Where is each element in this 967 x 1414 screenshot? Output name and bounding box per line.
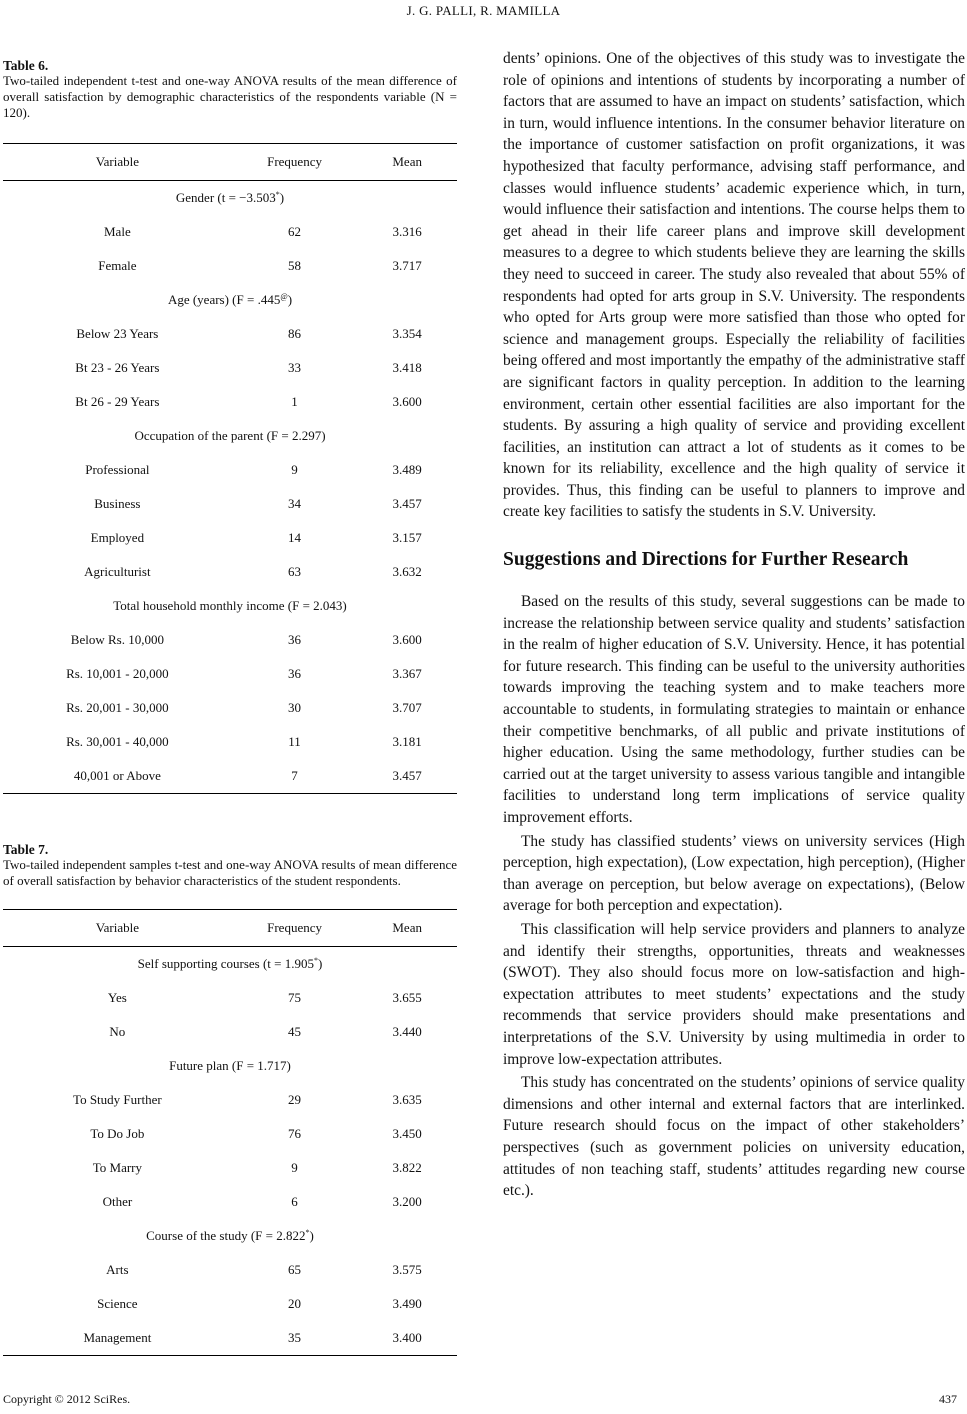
mean-cell: 3.440 bbox=[392, 1024, 422, 1039]
variable-cell: Female bbox=[98, 258, 137, 273]
mean-cell: 3.575 bbox=[392, 1262, 422, 1277]
table7-caption bbox=[3, 842, 457, 889]
frequency-cell: 9 bbox=[291, 462, 298, 477]
body-paragraph-1: dents’ opinions. One of the objectives of this study was to investigate the role of opinions and intentions of students by incorporating a number of factors that are assumed to have an impact on students’ satisfaction, which in turn, would influence intentions. In the consumer behavior literature on the importance of customer satisfaction on profit organizations, it was hypothesized that faculty performance, advising staff performance, and classes would influence students’ academic experience which, in turn, would influence their satisfaction and intentions. The course helps them to get ahead in their life career plans and improve skill development measures to a degree to which students believe they are learning the skills they need to succeed in career. The study also revealed that about 55% of respondents had opted for arts group in S.V. University. The respondents who opted for Arts group were more satisfied than those who opted for science and management groups. Especially the reliability of facilities being offered and most importantly the empathy of the administrative staff are significant factors in quality perception. In addition to the learning environment, certain other essential facilities are also important for the students. By assuring a high quality of service and providing excellent facilities, an institution can attract a lot of students as it comes to be known for its reliability, excellence and the high quality of service it provides. Thus, this finding can be useful to planners to improve and create key facilities to satisfy the students in S.V. University. bbox=[503, 50, 965, 521]
variable-cell: 40,001 or Above bbox=[73, 768, 161, 783]
variable-cell: To Do Job bbox=[90, 1126, 145, 1141]
table6-row bbox=[3, 215, 457, 249]
frequency-cell: 86 bbox=[288, 326, 302, 341]
table6-row bbox=[3, 521, 457, 555]
table7-row bbox=[3, 1083, 457, 1117]
group-label-text: Future plan (F = 1.717) bbox=[169, 1058, 291, 1073]
mean-cell: 3.655 bbox=[392, 990, 422, 1005]
significance-marker: * bbox=[275, 190, 280, 199]
significance-marker: * bbox=[313, 956, 318, 965]
mean-cell: 3.200 bbox=[392, 1194, 422, 1209]
frequency-cell: 6 bbox=[291, 1194, 298, 1209]
table7-group-label bbox=[3, 947, 457, 982]
variable-cell: Bt 26 - 29 Years bbox=[75, 394, 160, 409]
table6-group-label bbox=[3, 589, 457, 623]
frequency-cell: 62 bbox=[288, 224, 302, 239]
frequency-cell: 76 bbox=[288, 1126, 302, 1141]
table7-header-frequency: Frequency bbox=[267, 920, 322, 935]
group-label-end: ) bbox=[279, 190, 285, 205]
frequency-cell: 63 bbox=[288, 564, 302, 579]
frequency-cell: 14 bbox=[288, 530, 302, 545]
variable-cell: To Study Further bbox=[73, 1092, 162, 1107]
table6-row bbox=[3, 249, 457, 283]
frequency-cell: 1 bbox=[291, 394, 298, 409]
table7-row bbox=[3, 1117, 457, 1151]
table7-row bbox=[3, 1287, 457, 1321]
table7-row bbox=[3, 1015, 457, 1049]
table6-group-row bbox=[3, 283, 457, 317]
table7-group-row bbox=[3, 1219, 457, 1253]
variable-cell: Science bbox=[97, 1296, 138, 1311]
variable-cell: To Marry bbox=[92, 1160, 143, 1175]
table6-group-label bbox=[3, 181, 457, 216]
frequency-cell: 45 bbox=[288, 1024, 302, 1039]
table6-caption bbox=[3, 58, 457, 121]
mean-cell: 3.600 bbox=[392, 394, 422, 409]
group-label-end: ) bbox=[309, 1228, 314, 1243]
table7-group-row bbox=[3, 1049, 457, 1083]
frequency-cell: 9 bbox=[291, 1160, 298, 1175]
table7-row bbox=[3, 1151, 457, 1185]
table7-title: Table 7. bbox=[3, 842, 49, 857]
group-label-text: Occupation of the parent (F = 2.297) bbox=[134, 428, 326, 443]
table6-group-row bbox=[3, 181, 457, 216]
variable-cell: Employed bbox=[90, 530, 145, 545]
table7-group-row bbox=[3, 947, 457, 982]
table6-header-variable: Variable bbox=[95, 154, 140, 169]
left-column bbox=[3, 58, 457, 1356]
table7-caption-text: Two-tailed independent samples t-test and one-way ANOVA results of mean difference of overall satisfaction by behavior characteristics of the student respondents. bbox=[3, 857, 457, 888]
variable-cell: Rs. 10,001 - 20,000 bbox=[66, 666, 169, 681]
frequency-cell: 58 bbox=[288, 258, 302, 273]
table7-group-label bbox=[3, 1219, 457, 1253]
table7-header-mean: Mean bbox=[392, 920, 422, 935]
mean-cell: 3.157 bbox=[392, 530, 422, 545]
variable-cell: Rs. 30,001 - 40,000 bbox=[66, 734, 169, 749]
variable-cell: No bbox=[109, 1024, 126, 1039]
body-paragraph-2: Based on the results of this study, several suggestions can be made to increase the relationship between service quality and students’ satisfaction in the realm of higher education of S.V. University. Hence, it has potential for future research. This finding can be useful to the university authorities towards improving the teaching system and to make teachers more accountable to students, in formulating strategies to maintain or enhance their competitive benchmarks, of all public and private institutions of higher education. Using the same methodology, further studies can be carried out at the target university to assess various tangible and intangible facilities to understand long term implications of service quality improvement efforts. bbox=[503, 593, 965, 826]
mean-cell: 3.635 bbox=[392, 1092, 422, 1107]
section-heading: Suggestions and Directions for Further Research bbox=[503, 549, 909, 571]
table6-row bbox=[3, 487, 457, 521]
table7-row bbox=[3, 1321, 457, 1356]
table6-row bbox=[3, 623, 457, 657]
mean-cell: 3.490 bbox=[392, 1296, 422, 1311]
running-head: J. G. PALLI, R. MAMILLA bbox=[406, 3, 561, 18]
table6-row bbox=[3, 453, 457, 487]
table6-row bbox=[3, 317, 457, 351]
table6-group-label bbox=[3, 283, 457, 317]
table7-group-label bbox=[3, 1049, 457, 1083]
group-label-text: Self supporting courses (t = 1.905 bbox=[137, 956, 314, 971]
table6-row bbox=[3, 555, 457, 589]
table6-group-label bbox=[3, 419, 457, 453]
frequency-cell: 20 bbox=[288, 1296, 302, 1311]
group-label-text: Gender (t = −3.503 bbox=[175, 190, 276, 205]
group-label-text: Total household monthly income (F = 2.043) bbox=[113, 598, 347, 613]
frequency-cell: 33 bbox=[288, 360, 302, 375]
variable-cell: Management bbox=[83, 1330, 152, 1345]
table6-group-row bbox=[3, 589, 457, 623]
group-label-text: Course of the study (F = 2.822 bbox=[146, 1228, 306, 1243]
table7 bbox=[3, 909, 457, 1356]
mean-cell: 3.367 bbox=[392, 666, 422, 681]
table6-row bbox=[3, 725, 457, 759]
variable-cell: Agriculturist bbox=[84, 564, 151, 579]
mean-cell: 3.316 bbox=[392, 224, 422, 239]
variable-cell: Rs. 20,001 - 30,000 bbox=[66, 700, 169, 715]
body-paragraph-3: The study has classified students’ views on university services (High perception, high expectation), (Low expectation, high perception), (Higher than average on perception, but below average on expectations), (Below average for both perception and expectation). bbox=[503, 832, 965, 915]
frequency-cell: 65 bbox=[288, 1262, 302, 1277]
frequency-cell: 36 bbox=[288, 666, 302, 681]
group-label-end: ) bbox=[287, 292, 293, 307]
table6-body bbox=[3, 181, 457, 794]
mean-cell: 3.457 bbox=[392, 768, 422, 783]
mean-cell: 3.457 bbox=[392, 496, 422, 511]
table6-row bbox=[3, 385, 457, 419]
mean-cell: 3.418 bbox=[392, 360, 422, 375]
group-label-text: Age (years) (F = .445 bbox=[167, 292, 281, 307]
mean-cell: 3.600 bbox=[392, 632, 422, 647]
frequency-cell: 30 bbox=[288, 700, 302, 715]
table7-header-row bbox=[3, 910, 457, 947]
variable-cell: Professional bbox=[85, 462, 150, 477]
frequency-cell: 7 bbox=[291, 768, 298, 783]
table6-row bbox=[3, 657, 457, 691]
table6-header-row bbox=[3, 144, 457, 181]
table6-caption-text: Two-tailed independent t-test and one-way ANOVA results of the mean difference of overall satisfaction by demographic characteristics of the respondents variable (N = 120). bbox=[3, 73, 457, 120]
footer-copyright: Copyright © 2012 SciRes. bbox=[3, 1392, 131, 1406]
variable-cell: Bt 23 - 26 Years bbox=[75, 360, 160, 375]
significance-marker: @ bbox=[280, 292, 288, 301]
group-label-end: ) bbox=[317, 956, 323, 971]
table7-row bbox=[3, 981, 457, 1015]
frequency-cell: 29 bbox=[288, 1092, 302, 1107]
mean-cell: 3.354 bbox=[392, 326, 422, 341]
variable-cell: Business bbox=[94, 496, 141, 511]
variable-cell: Below Rs. 10,000 bbox=[70, 632, 164, 647]
frequency-cell: 36 bbox=[288, 632, 302, 647]
right-column bbox=[503, 48, 965, 1202]
table7-row bbox=[3, 1253, 457, 1287]
mean-cell: 3.717 bbox=[392, 258, 422, 273]
variable-cell: Below 23 Years bbox=[76, 326, 159, 341]
table6-header-mean: Mean bbox=[392, 154, 422, 169]
table6 bbox=[3, 143, 457, 794]
table6-header-frequency: Frequency bbox=[267, 154, 322, 169]
mean-cell: 3.707 bbox=[392, 700, 422, 715]
mean-cell: 3.489 bbox=[392, 462, 422, 477]
mean-cell: 3.181 bbox=[392, 734, 422, 749]
frequency-cell: 75 bbox=[288, 990, 302, 1005]
table7-body bbox=[3, 947, 457, 1356]
footer-page-number: 437 bbox=[939, 1392, 957, 1406]
table7-row bbox=[3, 1185, 457, 1219]
mean-cell: 3.450 bbox=[392, 1126, 422, 1141]
frequency-cell: 34 bbox=[288, 496, 302, 511]
body-paragraph-4: This classification will help service providers and planners to analyze and identify their strengths, opportunities, threats and weaknesses (SWOT). They also should focus more on low-satisfaction and high-expectation attributes to meet students’ expectations and the study recommends that service providers should make presentations and interpretations of the S.V. University by using multimedia in order to improve low-expectation attributes. bbox=[503, 920, 965, 1068]
frequency-cell: 11 bbox=[288, 734, 301, 749]
frequency-cell: 35 bbox=[288, 1330, 302, 1345]
variable-cell: Yes bbox=[107, 990, 127, 1005]
table6-row bbox=[3, 759, 457, 794]
variable-cell: Arts bbox=[106, 1262, 129, 1277]
table6-group-row bbox=[3, 419, 457, 453]
mean-cell: 3.400 bbox=[392, 1330, 422, 1345]
table6-row bbox=[3, 691, 457, 725]
variable-cell: Other bbox=[102, 1194, 133, 1209]
mean-cell: 3.632 bbox=[392, 564, 422, 579]
mean-cell: 3.822 bbox=[392, 1160, 422, 1175]
table7-header-variable: Variable bbox=[95, 920, 140, 935]
table6-row bbox=[3, 351, 457, 385]
variable-cell: Male bbox=[104, 224, 131, 239]
significance-marker: * bbox=[305, 1228, 310, 1237]
body-paragraph-5: This study has concentrated on the students’ opinions of service quality dimensions and other internal and external factors that are interlinked. Future research should focus on the impact of other stakeholders’ perspectives (such as government policies on university education, attitudes of non teaching staff, students’ attitudes regarding new course etc.). bbox=[503, 1074, 965, 1200]
table6-title: Table 6. bbox=[3, 58, 49, 73]
